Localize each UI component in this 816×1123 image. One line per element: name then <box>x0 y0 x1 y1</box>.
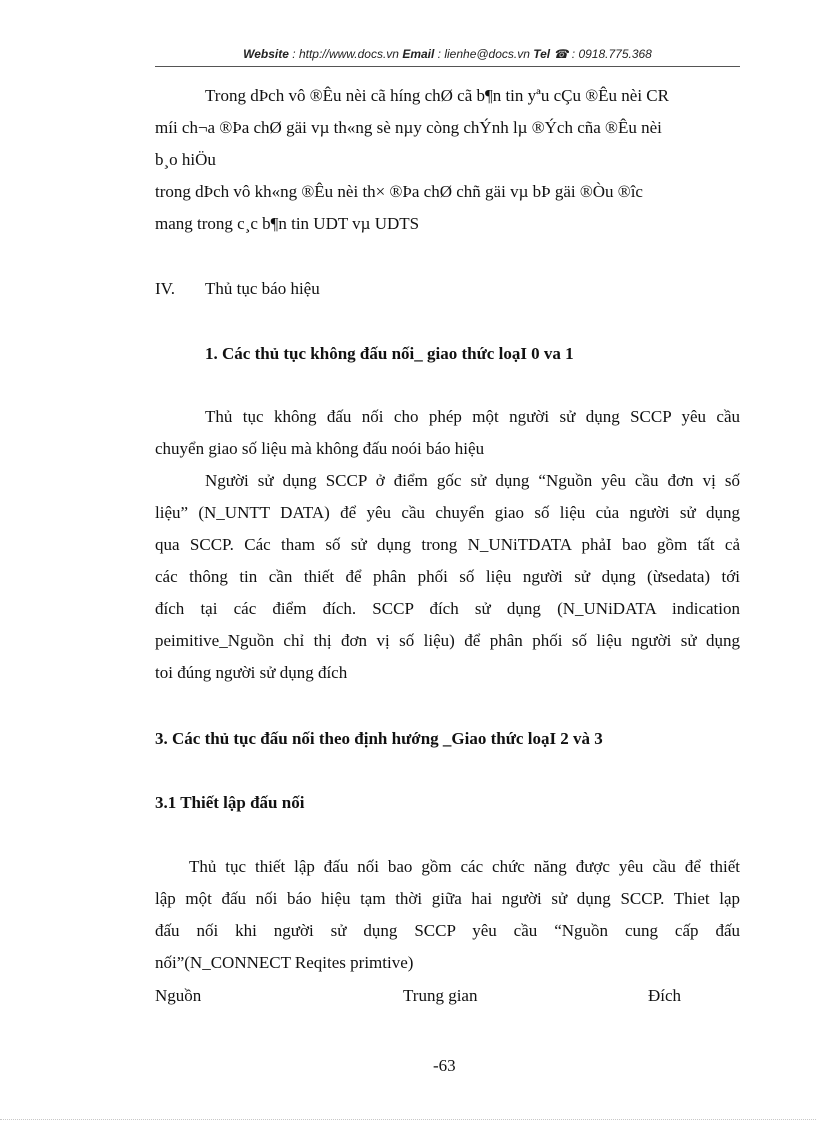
paragraph-4-line-1: Người sử dụng SCCP ở điểm gốc sử dụng “Nguồn yêu cầu đơn vị số <box>205 471 740 490</box>
page-number: -63 <box>433 1056 456 1075</box>
subsection-3-title: 3. Các thủ tục đấu nối theo định hướng _Giao thức loạI 2 và 3 <box>155 729 603 748</box>
email-value: : lienhe@docs.vn <box>434 47 534 61</box>
paragraph-1-line-3: b¸o hiÖu <box>155 150 216 169</box>
paragraph-4-line-3: qua SCCP. Các tham số sử dụng trong N_UNiTDATA phảI bao gồm tất cả <box>155 535 740 554</box>
website-value: : http://www.docs.vn <box>288 47 403 61</box>
subsection-1-title: 1. Các thủ tục không đấu nối_ giao thức loạI 0 va 1 <box>205 344 574 363</box>
page-header <box>155 47 740 61</box>
paragraph-5-line-4: nối”(N_CONNECT Reqites primtive) <box>155 953 414 972</box>
paragraph-5-line-2: lập một đấu nối báo hiệu tạm thời giữa hai người sử dụng SCCP. Thiet lạp <box>155 889 740 908</box>
paragraph-1-line-1: Trong dÞch vô ®Êu nèi cã híng chØ cã b¶n tin yªu cÇu ®Êu nèi CR <box>205 86 669 105</box>
paragraph-2-line-2: mang trong c¸c b¶n tin UDT vµ UDTS <box>155 214 420 233</box>
footer-divider <box>0 1119 816 1120</box>
paragraph-4-line-4: các thông tin cần thiết để phân phối số liệu người sử dụng (ừsedata) tới <box>155 567 740 586</box>
column-label-source: Nguồn <box>155 986 202 1005</box>
tel-value: ☎ : 0918.775.368 <box>550 47 652 61</box>
paragraph-2-line-1: trong dÞch vô kh«ng ®Êu nèi th× ®Þa chØ chñ gäi vµ bÞ gäi ®Òu ®îc <box>155 182 643 201</box>
email-label: Email <box>402 47 435 61</box>
paragraph-5-line-1: Thủ tục thiết lập đấu nối bao gồm các chức năng được yêu cầu để thiết <box>189 857 740 876</box>
subsection-3-1-title: 3.1 Thiết lập đấu nối <box>155 793 305 812</box>
paragraph-4-line-6: peimitive_Nguồn chỉ thị đơn vị số liệu) để phân phối số liệu người sử dụng <box>155 631 740 650</box>
paragraph-4-line-2: liệu” (N_UNTT DATA) để yêu cầu chuyển giao số liệu của người sử dụng <box>155 503 740 522</box>
paragraph-3-line-2: chuyển giao số liệu mà không đấu noói báo hiệu <box>155 439 485 458</box>
website-label: Website <box>243 47 289 61</box>
paragraph-4-line-7: toi đúng người sử dụng đích <box>155 663 348 682</box>
column-label-middle: Trung gian <box>403 986 478 1005</box>
paragraph-1-line-2: míi ch¬a ®Þa chØ gäi vµ th«ng sè nµy còng chÝnh lµ ®Ých cña ®Êu nèi <box>155 118 662 137</box>
tel-label: Tel <box>533 47 551 61</box>
section-4-title: Thủ tục báo hiệu <box>205 279 320 298</box>
paragraph-3-line-1: Thủ tục không đấu nối cho phép một người sử dụng SCCP yêu cầu <box>205 407 740 426</box>
section-4-number: IV. <box>155 279 175 298</box>
paragraph-4-line-5: đích tại các điểm đích. SCCP đích sử dụng (N_UNiDATA indication <box>155 599 740 618</box>
header-rule <box>155 66 740 67</box>
column-label-destination: Đích <box>648 986 682 1005</box>
paragraph-5-line-3: đấu nối khi người sử dụng SCCP yêu cầu “Nguồn cung cấp đấu <box>155 921 740 940</box>
